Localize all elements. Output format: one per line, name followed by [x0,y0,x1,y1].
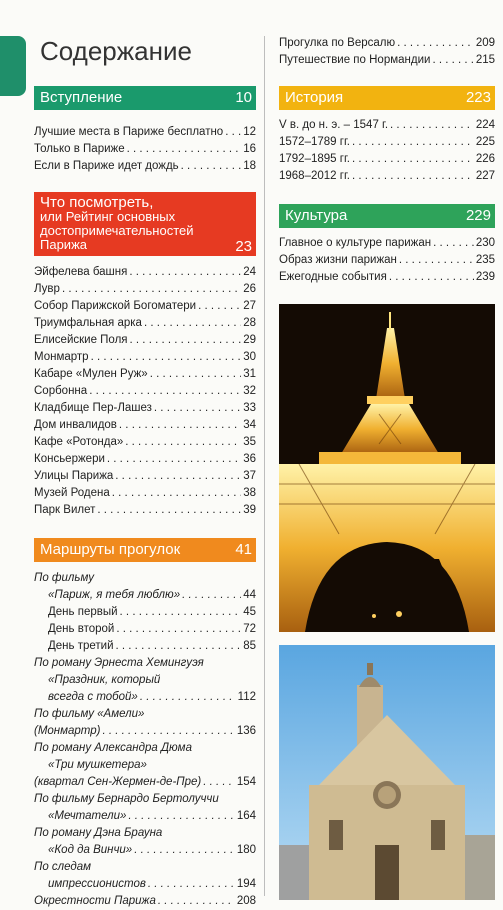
section-continued [279,35,495,69]
toc-entry[interactable]: Эйфелева башня . . . 24 [34,264,256,281]
section-title: Вступление [40,89,123,106]
toc-entry[interactable]: 1792–1895 гг. . . . 226 [279,151,495,168]
church-photo [279,645,495,900]
toc-entry[interactable]: Музей Родена . . . 38 [34,485,256,502]
toc-entry[interactable]: Лувр . . . 26 [34,281,256,298]
toc-entry[interactable]: Монмартр . . . 30 [34,349,256,366]
toc-entry[interactable]: (Монмартр) . . . 136 [34,723,256,740]
toc-subtitle: По фильму Бернардо Бертолуччи [34,793,219,805]
toc-entry[interactable]: Лучшие места в Париже бесплатно . . . 12 [34,124,256,141]
toc-subtitle: По роману Эрнеста Хемингуэя [34,657,204,669]
section-page: 229 [465,207,491,224]
toc-entry[interactable]: «Париж, я тебя люблю» . . . 44 [34,587,256,604]
toc-entry[interactable]: (квартал Сен-Жермен-де-Пре) . . . 154 [34,774,256,791]
toc-entry[interactable]: Главное о культуре парижан . . . 230 [279,235,495,252]
toc-entry[interactable]: День первый . . . 45 [34,604,256,621]
section-page: 10 [235,89,252,106]
section-header-sights[interactable]: Что посмотреть, или Рейтинг основных достопримечательностей Парижа 23 [34,192,256,256]
toc-subtitle: По роману Дэна Брауна [34,827,163,839]
toc-entry[interactable]: Образ жизни парижан . . . 235 [279,252,495,269]
toc-subtitle: «Праздник, который [48,674,161,686]
section-sights [34,192,256,519]
section-header-culture[interactable] [279,204,495,228]
toc-entry[interactable]: Собор Парижской Богоматери . . . 27 [34,298,256,315]
section-walks [34,538,256,910]
toc-subtitle: По следам [34,861,92,873]
chapter-tab [0,36,26,96]
toc-entry[interactable]: Если в Париже идет дождь . . . 18 [34,158,256,175]
toc-entry[interactable]: V в. до н. э. – 1547 г. . . . 224 [279,117,495,134]
column-divider [264,36,265,896]
toc-entry[interactable]: Триумфальная арка . . . 28 [34,315,256,332]
toc-subtitle: «Три мушкетера» [48,759,147,771]
section-page: 23 [235,238,252,255]
section-title: Маршруты прогулок [40,541,181,558]
section-header-walks[interactable] [34,538,256,562]
toc-entry[interactable]: «Мечтатели» . . . 164 [34,808,256,825]
toc-entry[interactable]: Консьержери . . . 36 [34,451,256,468]
toc-entry[interactable]: Кабаре «Мулен Руж» . . . 31 [34,366,256,383]
section-page: 41 [235,541,252,558]
toc-entry[interactable]: Парк Вилет . . . 39 [34,502,256,519]
toc-entry[interactable]: Путешествие по Нормандии . . . 215 [279,52,495,69]
toc-subtitle: По роману Александра Дюма [34,742,192,754]
toc-entry[interactable]: 1968–2012 гг. . . . 227 [279,168,495,185]
toc-entry[interactable]: Елисейские Поля . . . 29 [34,332,256,349]
toc-entry[interactable]: Улицы Парижа . . . 37 [34,468,256,485]
toc-entry[interactable]: День третий . . . 85 [34,638,256,655]
section-header-history[interactable] [279,86,495,110]
toc-entry[interactable]: Кладбище Пер-Лашез . . . 33 [34,400,256,417]
section-title: Культура [285,207,348,224]
toc-entry[interactable]: «Код да Винчи» . . . 180 [34,842,256,859]
toc-entry[interactable]: Только в Париже . . . 16 [34,141,256,158]
toc-entry[interactable]: Прогулка по Версалю . . . 209 [279,35,495,52]
section-history [279,86,495,185]
toc-entry[interactable]: Ежегодные события . . . 239 [279,269,495,286]
toc-subtitle: По фильму [34,572,94,584]
toc-entry[interactable]: всегда с тобой» . . . 112 [34,689,256,706]
toc-entry[interactable]: Кафе «Ротонда» . . . 35 [34,434,256,451]
section-title: История [285,89,344,106]
toc-subtitle: По фильму «Амели» [34,708,145,720]
section-page: 223 [465,89,491,106]
toc-entry[interactable]: Сорбонна . . . 32 [34,383,256,400]
toc-entry[interactable]: импрессионистов . . . 194 [34,876,256,893]
section-intro [34,86,256,175]
section-culture [279,204,495,286]
section-header-intro[interactable] [34,86,256,110]
toc-entry[interactable]: 1572–1789 гг. . . . 225 [279,134,495,151]
toc-entry[interactable]: Окрестности Парижа . . . 208 [34,893,256,910]
toc-entry[interactable]: Дом инвалидов . . . 34 [34,417,256,434]
eiffel-tower-photo [279,304,495,632]
toc-entry[interactable]: День второй . . . 72 [34,621,256,638]
page-title: Содержание [40,36,192,66]
